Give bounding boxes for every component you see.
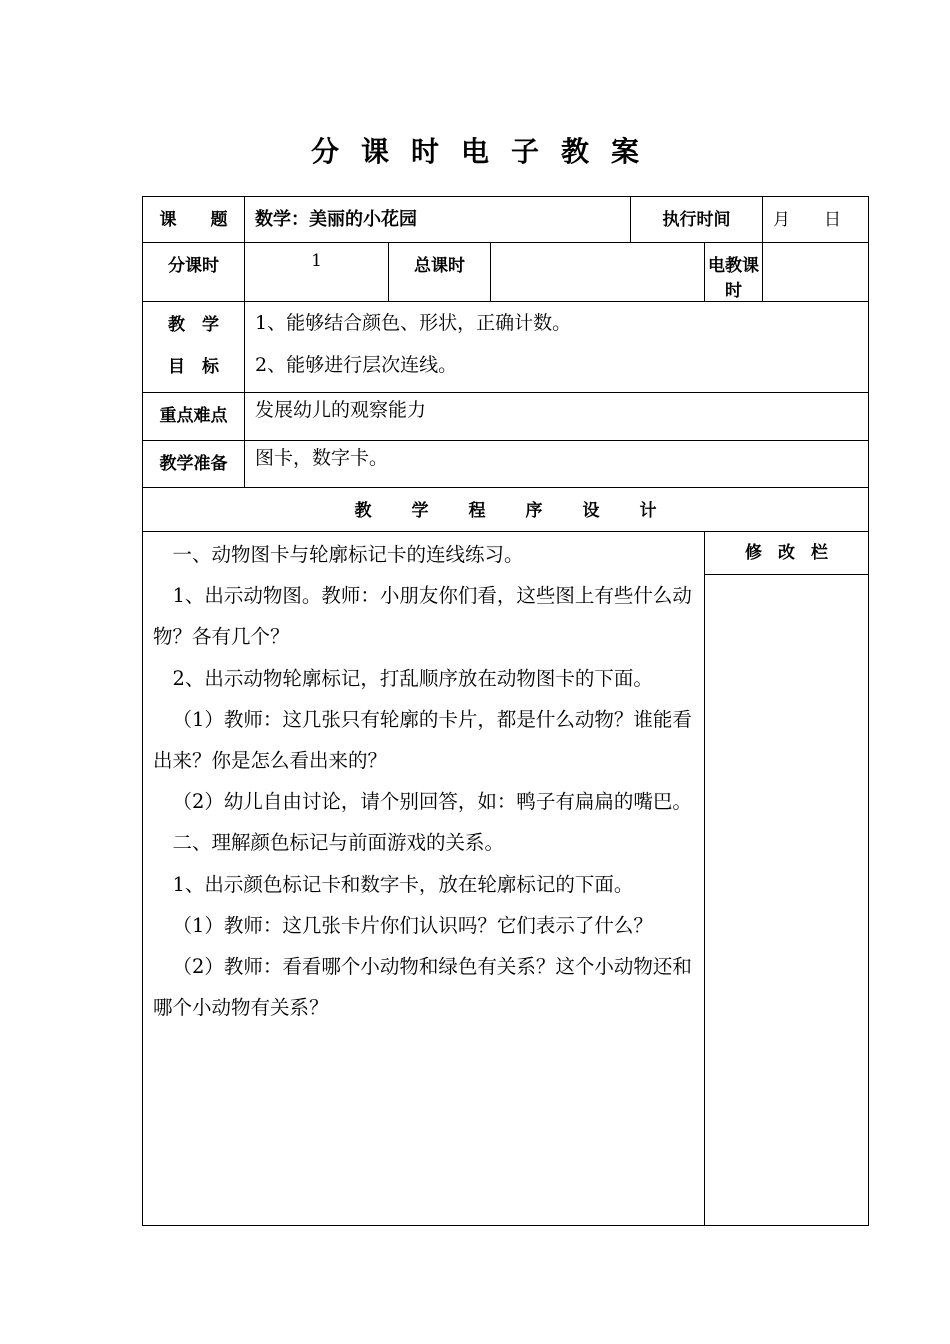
procedure-paragraph: （1）教师：这几张只有轮廓的卡片，都是什么动物？谁能看出来？你是怎么看出来的？ <box>153 707 692 773</box>
av-lessons-label: 电教课时 <box>705 243 763 302</box>
objectives-list <box>245 302 869 393</box>
procedure-paragraph: 一、动物图卡与轮廓标记卡的连线练习。 <box>172 543 524 566</box>
procedure-paragraph: 2、出示动物轮廓标记，打乱顺序放在动物图卡的下面。 <box>172 666 653 690</box>
procedure-paragraph: 1、出示动物图。教师：小朋友你们看，这些图上有些什么动物？各有几个？ <box>153 584 692 649</box>
lesson-no-value: 1 <box>245 243 389 302</box>
topic-label: 课 题 <box>143 197 245 243</box>
procedure-paragraph: 二、理解颜色标记与前面游戏的关系。 <box>172 831 505 855</box>
av-lessons-value <box>763 243 869 302</box>
revision-heading: 修改栏 <box>705 532 868 575</box>
preparation-label: 教学准备 <box>143 441 245 488</box>
procedure-paragraph: 1、出示颜色标记卡和数字卡，放在轮廓标记的下面。 <box>172 872 634 896</box>
page-title: 分课时电子教案 <box>310 135 661 168</box>
procedure-paragraph: （2）幼儿自由讨论，请个别回答，如：鸭子有扁扁的嘴巴。 <box>172 790 692 814</box>
procedure-paragraph: （1）教师：这几张卡片你们认识吗？它们表示了什么？ <box>172 913 653 937</box>
revision-column <box>705 532 869 1226</box>
objective-item: 2、能够进行层次连线。 <box>255 354 458 376</box>
exec-time-value: 月 日 <box>763 197 869 243</box>
key-points-label: 重点难点 <box>143 393 245 441</box>
objectives-label-line2: 目 标 <box>168 357 219 377</box>
objective-item: 1、能够结合颜色、形状，正确计数。 <box>255 312 572 334</box>
topic-value: 数学：美丽的小花园 <box>245 197 631 243</box>
exec-time-label: 执行时间 <box>631 197 763 243</box>
key-points-value: 发展幼儿的观察能力 <box>245 393 869 441</box>
total-lessons-value <box>491 243 705 302</box>
lesson-plan-table <box>142 196 869 1226</box>
procedure-heading: 教学程序设计 <box>143 488 869 532</box>
total-lessons-label: 总课时 <box>389 243 491 302</box>
lesson-no-label: 分课时 <box>143 243 245 302</box>
procedure-paragraph: （2）教师：看看哪个小动物和绿色有关系？这个小动物还和哪个小动物有关系？ <box>153 955 692 1020</box>
objectives-label-line1: 教 学 <box>168 315 219 335</box>
preparation-value: 图卡，数字卡。 <box>245 441 869 488</box>
objectives-label <box>143 302 245 393</box>
procedure-body <box>143 532 705 1226</box>
